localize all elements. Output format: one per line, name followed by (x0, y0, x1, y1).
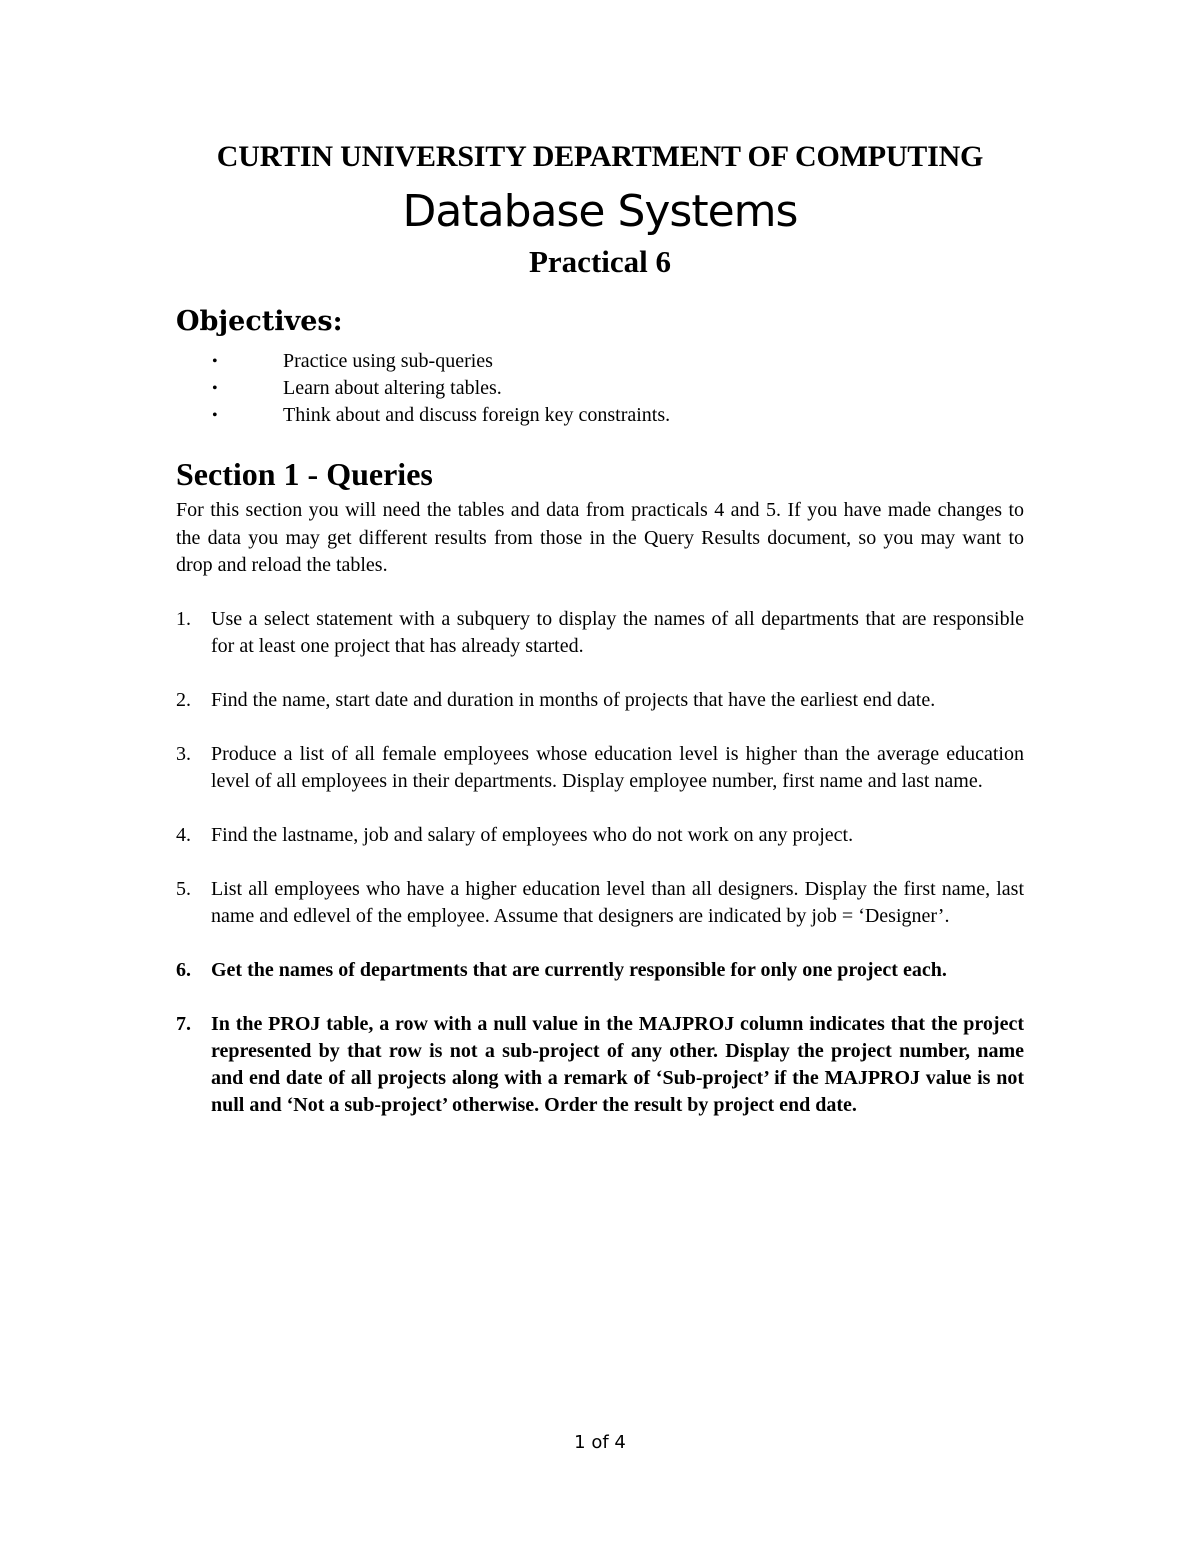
question-number: 5. (176, 878, 191, 900)
bullet-icon: • (212, 380, 218, 397)
question-text: List all employees who have a higher education level than all designers. Display the first name, last name and edlevel of the employee. Assume that designers are indicated by job = ‘Designer’. (211, 878, 1024, 927)
objective-item (176, 402, 670, 429)
question-text: Find the name, start date and duration in months of projects that have the earliest end date. (211, 689, 936, 711)
question-number: 7. (176, 1013, 191, 1035)
objectives-list (176, 348, 670, 429)
bullet-icon: • (212, 407, 218, 424)
question-item (176, 687, 1024, 714)
department-title: CURTIN UNIVERSITY DEPARTMENT OF COMPUTING (216, 140, 984, 173)
objective-item (176, 375, 670, 402)
question-text: Produce a list of all female employees whose education level is higher than the average education level of all employees in their departments. Display employee number, first name and last name. (211, 743, 1024, 792)
course-title: Database Systems (402, 186, 798, 237)
objective-item (176, 348, 670, 375)
question-item (176, 957, 1024, 984)
question-item (176, 1011, 1024, 1119)
question-text: In the PROJ table, a row with a null value in the MAJPROJ column indicates that the project represented by that row is not a sub-project of any other. Display the project number, name and end date of all projects along with a remark of ‘Sub-project’ if the MAJPROJ value is not null and ‘Not a sub-project’ otherwise. Order the result by project end date. (211, 1013, 1024, 1116)
question-list (176, 606, 1024, 1146)
question-number: 6. (176, 959, 191, 981)
question-item (176, 606, 1024, 660)
question-number: 3. (176, 743, 191, 765)
objectives-heading: Objectives: (176, 306, 343, 337)
question-number: 1. (176, 608, 191, 630)
practical-title: Practical 6 (528, 244, 671, 279)
section-intro: For this section you will need the tables and data from practicals 4 and 5. If you have made changes to the data you may get different results from those in the Query Results document, so you may want to drop and reload the tables. (176, 499, 1024, 576)
question-text: Find the lastname, job and salary of employees who do not work on any project. (211, 824, 854, 846)
objective-text: Think about and discuss foreign key constraints. (283, 404, 671, 426)
objective-text: Practice using sub-queries (283, 350, 493, 372)
question-number: 2. (176, 689, 191, 711)
objective-text: Learn about altering tables. (283, 377, 502, 399)
page-number: 1 of 4 (574, 1432, 626, 1453)
question-number: 4. (176, 824, 191, 846)
question-item (176, 741, 1024, 795)
section-heading: Section 1 - Queries (176, 456, 433, 492)
question-item (176, 822, 1024, 849)
bullet-icon: • (212, 353, 218, 370)
question-text: Use a select statement with a subquery to display the names of all departments that are responsible for at least one project that has already started. (211, 608, 1024, 657)
question-text: Get the names of departments that are currently responsible for only one project each. (211, 959, 947, 981)
question-item (176, 876, 1024, 930)
